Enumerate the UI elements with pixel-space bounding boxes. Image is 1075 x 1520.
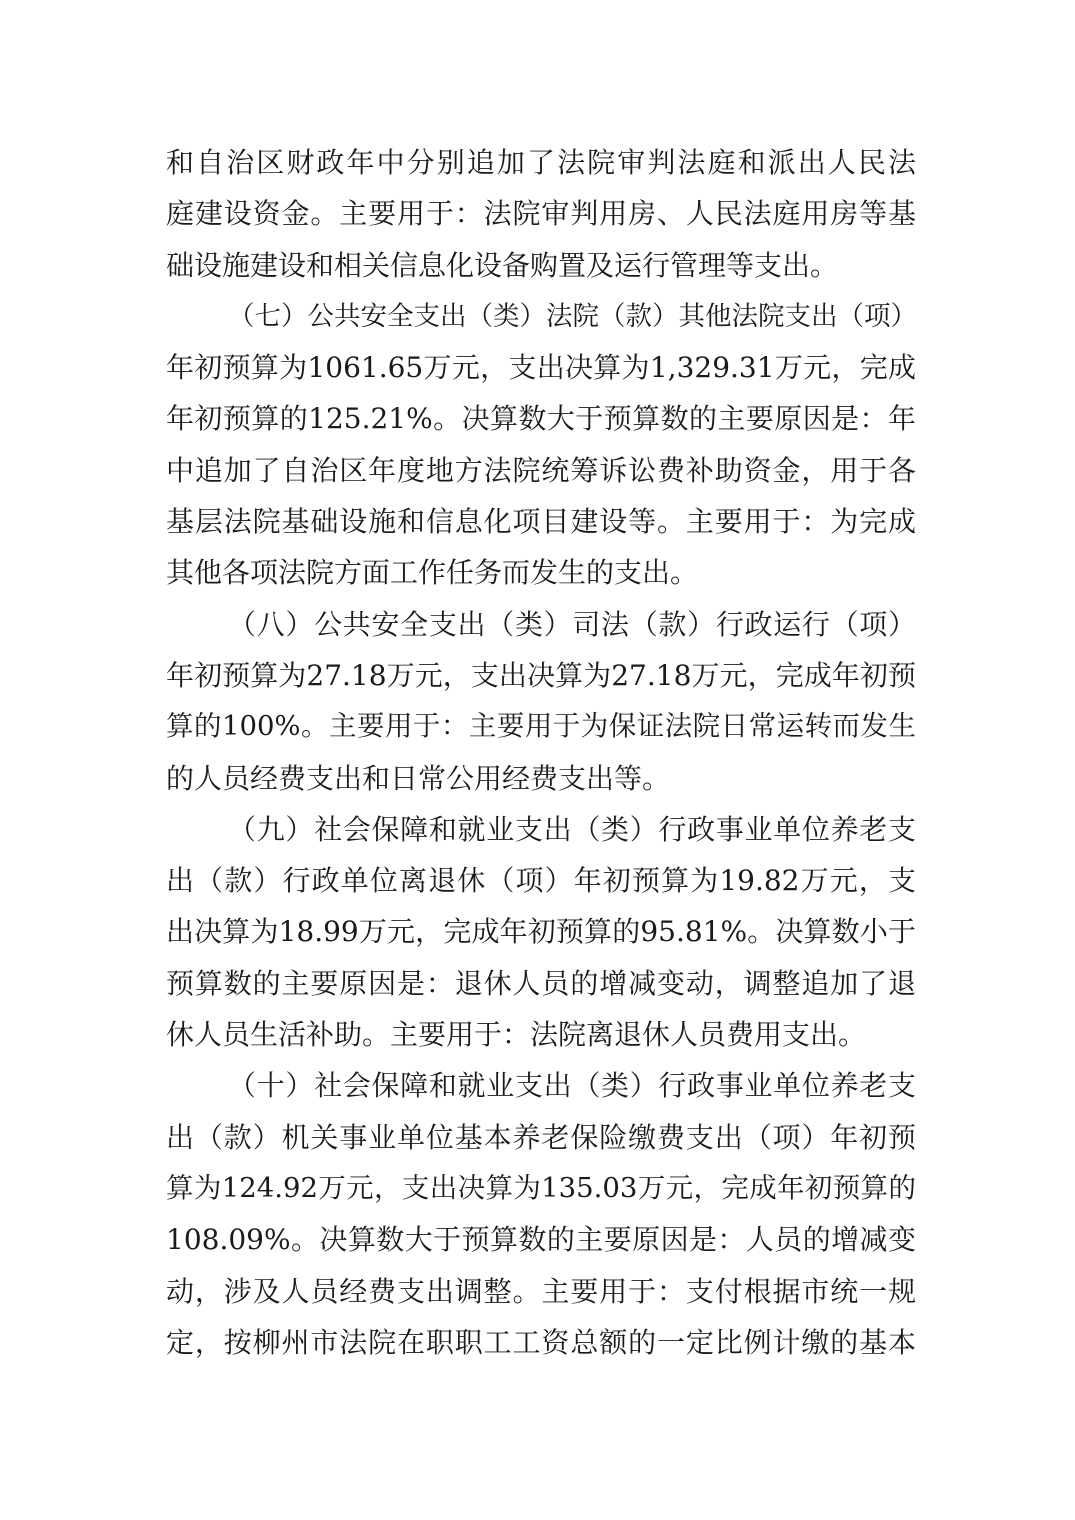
text-line: 出（款）机关事业单位基本养老保险缴费支出（项）年初预 — [166, 1120, 916, 1154]
text-line: 其他各项法院方面工作任务而发生的支出。 — [166, 556, 699, 590]
text-line: 年初预算的125.21%。决算数大于预算数的主要原因是：年 — [166, 402, 916, 436]
text-line: 算的100%。主要用于：主要用于为保证法院日常运转而发生 — [166, 710, 916, 743]
text-line: 动，涉及人员经费支出调整。主要用于：支付根据市统一规 — [166, 1274, 916, 1308]
text-line: 础设施建设和相关信息化设备购置及运行管理等支出。 — [166, 248, 839, 282]
text-line: 基层法院基础设施和信息化项目建设等。主要用于：为完成 — [166, 505, 916, 539]
paragraph-heading-10: （十）社会保障和就业支出（类）行政事业单位养老支 — [228, 1069, 916, 1103]
text-line: 和自治区财政年中分别追加了法院审判法庭和派出人民法 — [166, 146, 916, 179]
text-line: 出决算为18.99万元，完成年初预算的95.81%。决算数小于 — [166, 915, 916, 949]
text-line: 中追加了自治区年度地方法院统筹诉讼费补助资金，用于各 — [166, 453, 916, 487]
text-line: 庭建设资金。主要用于：法院审判用房、人民法庭用房等基 — [166, 197, 916, 231]
text-line: 108.09%。决算数大于预算数的主要原因是：人员的增减变 — [166, 1223, 916, 1257]
text-line: 算为124.92万元，支出决算为135.03万元，完成年初预算的 — [166, 1171, 916, 1204]
text-line: 出（款）行政单位离退休（项）年初预算为19.82万元，支 — [166, 864, 916, 898]
text-line: 休人员生活补助。主要用于：法院离退休人员费用支出。 — [166, 1018, 867, 1052]
text-line: 年初预算为1061.65万元，支出决算为1,329.31万元，完成 — [166, 351, 916, 385]
text-line: 定，按柳州市法院在职职工工资总额的一定比例计缴的基本 — [166, 1325, 916, 1359]
text-line: 预算数的主要原因是：退休人员的增减变动，调整追加了退 — [166, 966, 916, 1000]
paragraph-heading-7: （七）公共安全支出（类）法院（款）其他法院支出（项） — [228, 300, 917, 332]
document-body — [166, 137, 916, 1368]
paragraph-heading-9: （九）社会保障和就业支出（类）行政事业单位养老支 — [228, 812, 916, 846]
text-line: 的人员经费支出和日常公用经费支出等。 — [166, 761, 671, 795]
paragraph-heading-8: （八）公共安全支出（类）司法（款）行政运行（项） — [228, 607, 916, 641]
text-line: 年初预算为27.18万元，支出决算为27.18万元，完成年初预 — [166, 658, 916, 692]
